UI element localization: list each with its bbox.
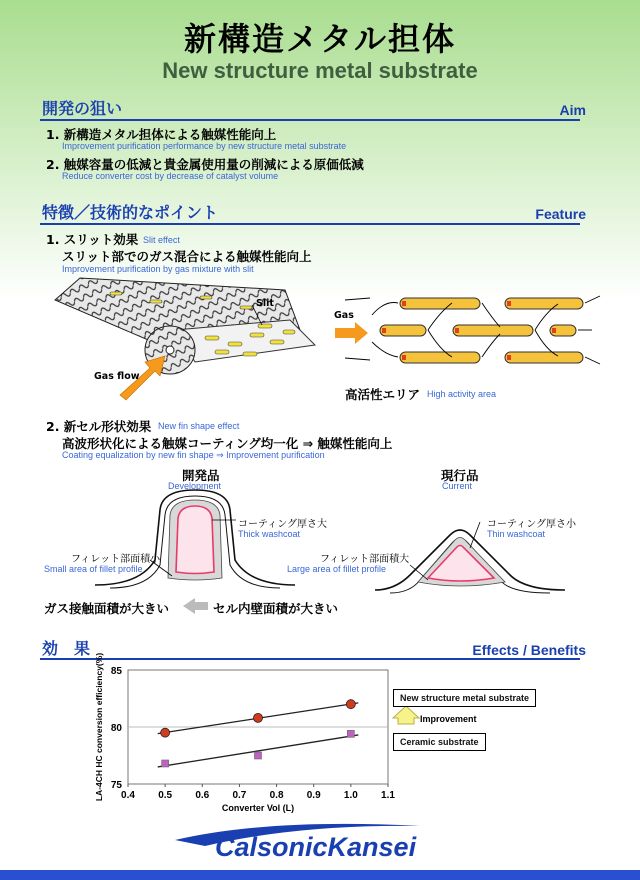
x-axis-label: Converter Vol (L) (221, 803, 295, 813)
x-tick-label: 0.4 (121, 790, 135, 801)
fillet-small-en: Small area of fillet profile (44, 564, 143, 574)
y-tick-label: 80 (110, 723, 122, 734)
fillet-large-jp: フィレット部面積大 (320, 554, 410, 565)
development-en: Development (168, 481, 222, 491)
company-logo: CalsonicKansei (215, 832, 417, 862)
page-title-en: New structure metal substrate (162, 58, 478, 83)
improvement-label: Improvement (420, 714, 477, 724)
effects-heading-en: Effects / Benefits (472, 642, 586, 658)
aim-item-2-en: Reduce converter cost by decrease of catalyst volume (62, 171, 279, 181)
aim-item-2-jp: 2. 触媒容量の低減と貴金属使用量の削減による原価低減 (46, 157, 364, 172)
slit-title-jp: 1. スリット効果 (46, 232, 139, 247)
aim-heading-jp: 開発の狙い (42, 99, 123, 118)
fin-title-jp: 2. 新セル形状効果 (46, 419, 152, 434)
effects-heading-jp: 効 果 (42, 639, 91, 658)
aim-item-1-jp: 1. 新構造メタル担体による触媒性能向上 (46, 127, 277, 142)
thick-washcoat-en: Thick washcoat (238, 529, 301, 539)
bottom-bar (0, 870, 640, 880)
x-tick-label: 1.1 (381, 790, 395, 801)
slit-label: Slit (256, 298, 274, 309)
gas-label: Gas (334, 310, 354, 321)
slit-sub-jp: スリット部でのガス混合による触媒性能向上 (62, 249, 312, 264)
slit-sub-en: Improvement purification by gas mixture with slit (62, 264, 254, 274)
fin-sub-en: Coating equalization by new fin shape ⇒ Improvement purification (62, 450, 325, 460)
current-en: Current (442, 481, 473, 491)
high-activity-en: High activity area (427, 389, 497, 399)
x-tick-label: 0.6 (195, 790, 210, 801)
fin-title-en: New fin shape effect (158, 421, 240, 431)
y-axis-label: LA-4CH HC conversion efficiency(%) (94, 652, 104, 802)
high-activity-jp: 高活性エリア (345, 387, 421, 402)
current-jp: 現行品 (441, 468, 479, 483)
cell-wall-jp: セル内壁面積が大きい (213, 601, 339, 616)
x-tick-label: 1.0 (343, 790, 358, 801)
legend-new-structure: New structure metal substrate (393, 689, 536, 707)
thin-washcoat-jp: コーティング厚さ小 (487, 519, 576, 530)
y-tick-label: 75 (110, 780, 122, 791)
y-tick-label: 85 (110, 666, 122, 677)
fillet-large-en: Large area of fillet profile (287, 564, 387, 574)
aim-heading-en: Aim (559, 102, 586, 118)
x-tick-label: 0.9 (306, 790, 321, 801)
gas-flow-label: Gas flow (94, 371, 140, 382)
x-tick-label: 0.7 (232, 790, 247, 801)
development-jp: 開発品 (182, 468, 220, 483)
slit-title-en: Slit effect (143, 235, 180, 245)
legend-ceramic: Ceramic substrate (393, 733, 486, 751)
page-title-jp: 新構造メタル担体 (183, 20, 456, 58)
fin-sub-jp: 高波形状化による触媒コーティング均一化 ⇒ 触媒性能向上 (62, 436, 393, 451)
thick-washcoat-jp: コーティング厚さ大 (238, 519, 327, 530)
x-tick-label: 0.8 (269, 790, 284, 801)
feature-heading-en: Feature (535, 206, 586, 222)
fillet-small-jp: フィレット部面積小 (71, 554, 161, 565)
feature-heading-jp: 特徴／技術的なポイント (42, 203, 219, 222)
gas-contact-jp: ガス接触面積が大きい (44, 601, 170, 616)
aim-item-1-en: Improvement purification performance by new structure metal substrate (62, 141, 347, 151)
thin-washcoat-en: Thin washcoat (487, 529, 546, 539)
x-tick-label: 0.5 (158, 790, 173, 801)
